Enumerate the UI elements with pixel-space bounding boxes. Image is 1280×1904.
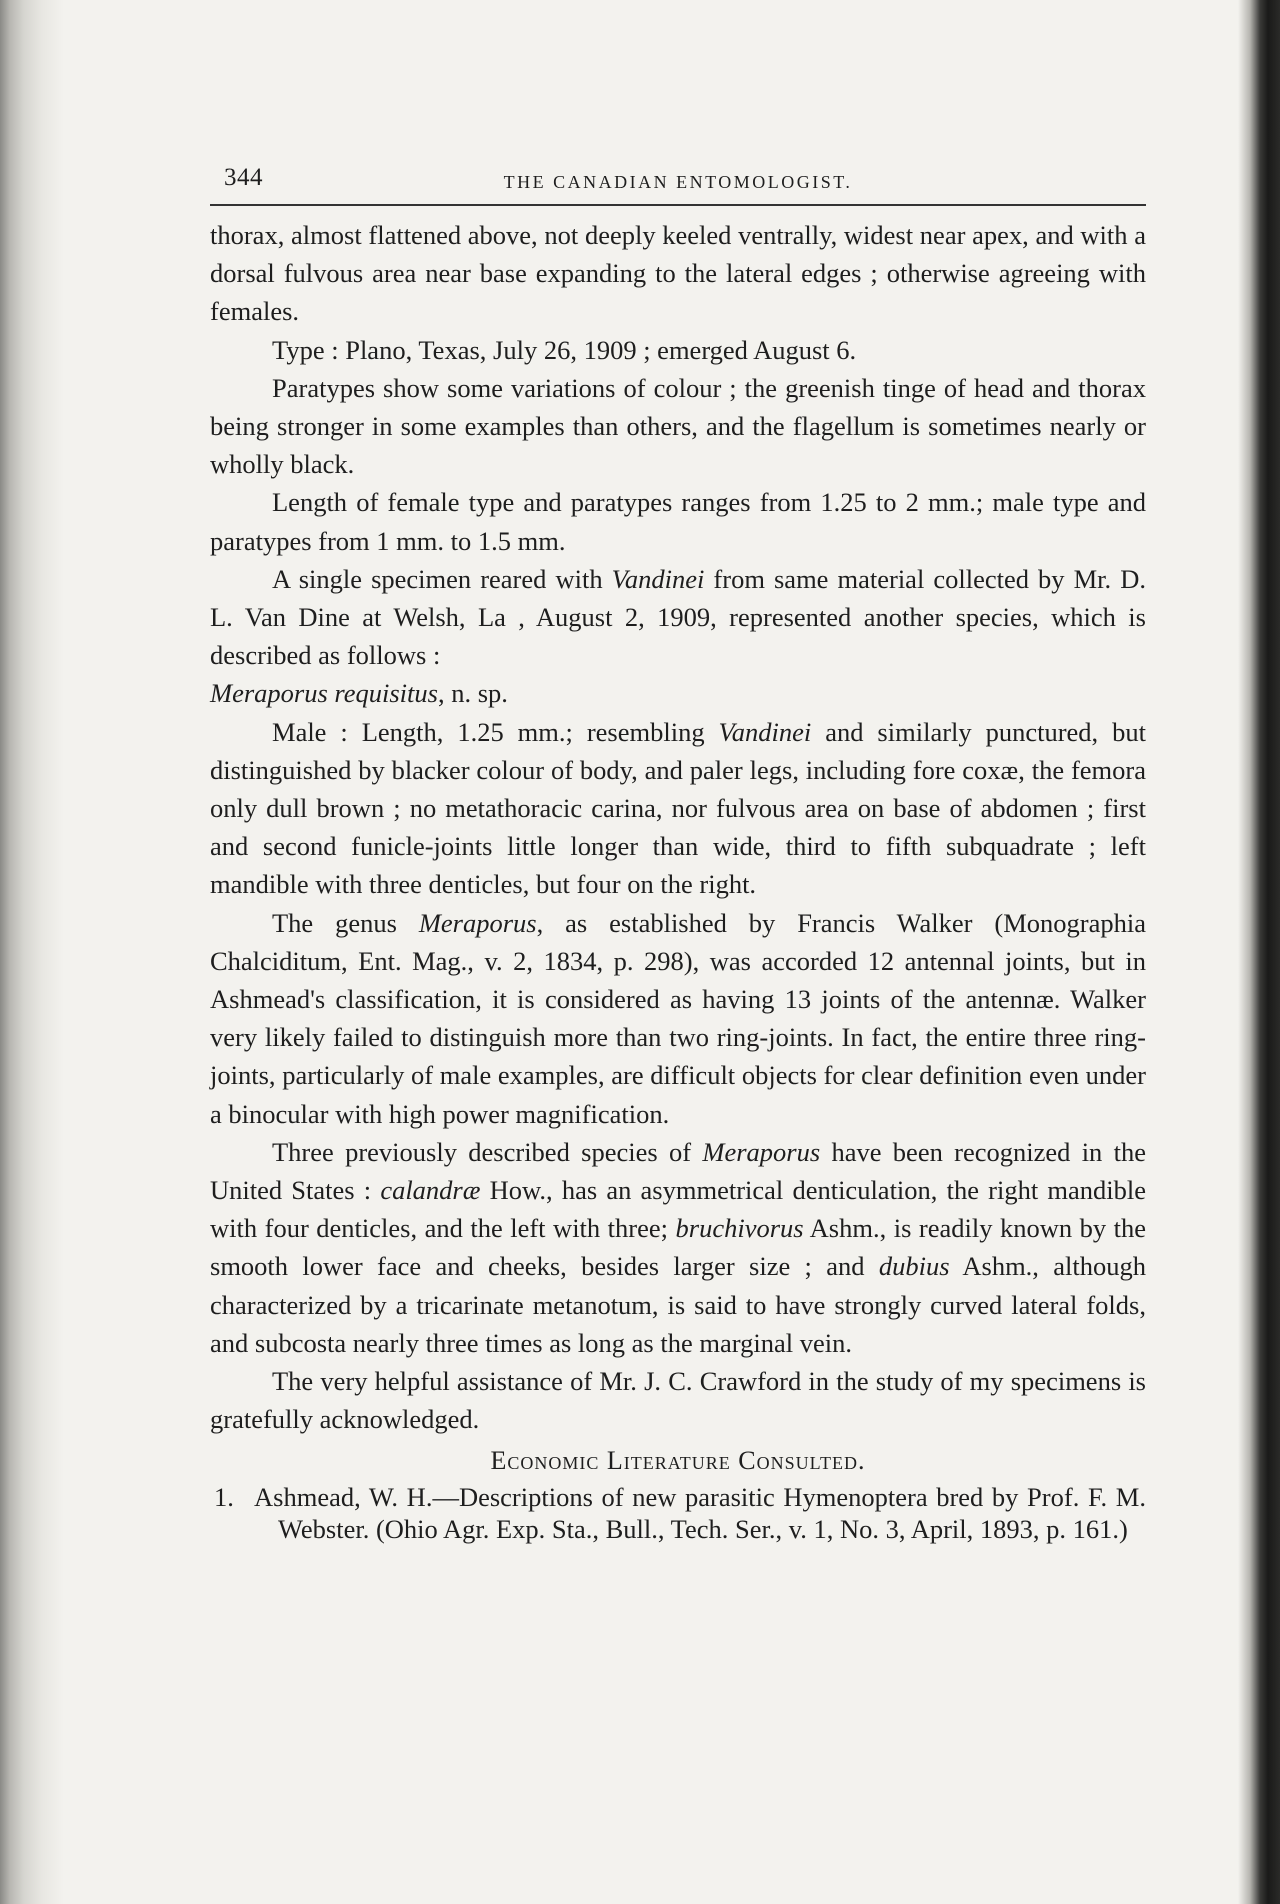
species-italic: dubius (878, 1251, 950, 1282)
text-run: The genus (272, 907, 419, 938)
text-run: , as established by Francis Walker (Monographia Chalciditum, Ent. Mag., v. 2, 1834, p. 298), was accorded 12 antennal joints, but in Ashmead's classification, it is considered as having 13 joints of the antennæ. Walker very likely failed to distinguish more than two ring-joints. In fact, the entire three ring-joints, particularly of male examples, are difficult objects for clear definition even under a binocular with high power magnification. (210, 907, 1146, 1129)
text-run: Three previously described species of (272, 1136, 703, 1167)
paragraph-paratypes: Paratypes show some variations of colour ; the greenish tinge of head and thorax being stronger in some examples than others, and the flagellum is sometimes nearly or wholly black. (210, 372, 1146, 480)
text-run: have been recognized in the United States : (210, 1136, 1146, 1206)
reference-number: 1. (214, 1481, 234, 1512)
genus-italic: Meraporus (418, 907, 537, 938)
running-head (210, 150, 1146, 206)
text-run: How., has an asymmetrical denticulation, the right mandible with four denticles, and the left with three; (210, 1175, 1146, 1244)
species-italic: Vandinei (718, 716, 812, 747)
genus-italic: Meraporus (702, 1136, 821, 1167)
paragraph-male-description (210, 713, 1146, 904)
text-run: Ashm., is readily known by the smooth lower face and cheeks, besides larger size ; and (210, 1213, 1146, 1282)
paragraph-type: Type : Plano, Texas, July 26, 1909 ; emerged August 6. (272, 334, 857, 365)
body-text (210, 216, 1146, 1439)
reference-list (210, 1481, 1146, 1545)
species-italic: bruchivorus (675, 1213, 804, 1244)
reference-item (210, 1481, 1146, 1545)
text-run: from same material collected by Mr. D. L. Van Dine at Welsh, La , August 2, 1909, represented another species, which is described as follows : (210, 563, 1146, 671)
species-italic: Vandinei (611, 563, 705, 594)
text-run: Male : Length, 1.25 mm.; resembling (272, 716, 719, 747)
text-run: and similarly punctured, but distinguished by blacker colour of body, and paler legs, including fore coxæ, the femora only dull brown ; no metathoracic carina, nor fulvous area on base of abdomen ; first and second funicle-joints little longer than wide, third to fifth subquadrate ; left mandible with three denticles, but four on the right. (210, 716, 1146, 900)
reference-text: Ashmead, W. H.—Descriptions of new parasitic Hymenoptera bred by Prof. F. M. Webster. (Ohio Agr. Exp. Sta., Bull., Tech. Ser., v. 1, No. 3, April, 1893, p. 161.) (254, 1481, 1146, 1544)
paragraph-single-specimen (210, 560, 1146, 675)
scan-right-edge (1238, 0, 1280, 1904)
species-heading (210, 674, 1146, 712)
page-number: 344 (224, 164, 263, 191)
scan-left-edge (0, 0, 64, 1904)
paragraph-previous-species (210, 1133, 1146, 1362)
species-italic: calandræ (380, 1175, 481, 1206)
species-name: Meraporus requisitus (210, 678, 438, 709)
species-suffix: , n. sp. (437, 678, 508, 709)
document-page (210, 150, 1146, 1710)
journal-title: THE CANADIAN ENTOMOLOGIST. (503, 172, 853, 192)
paragraph-genus (210, 904, 1146, 1133)
paragraph-length: Length of female type and paratypes ranges from 1.25 to 2 mm.; male type and paratypes from 1 mm. to 1.5 mm. (210, 487, 1146, 556)
section-heading: Economic Literature Consulted. (490, 1445, 866, 1475)
text-run: A single specimen reared with (272, 563, 612, 594)
paragraph-acknowledgement: The very helpful assistance of Mr. J. C. Crawford in the study of my specimens is gratefully acknowledged. (210, 1366, 1146, 1435)
paragraph-continuation: thorax, almost flattened above, not deeply keeled ventrally, widest near apex, and with a dorsal fulvous area near base expanding to the lateral edges ; otherwise agreeing with females. (210, 220, 1146, 327)
text-run: Ashm., although characterized by a tricarinate metanotum, is said to have strongly curved lateral folds, and subcosta nearly three times as long as the marginal vein. (210, 1251, 1146, 1358)
